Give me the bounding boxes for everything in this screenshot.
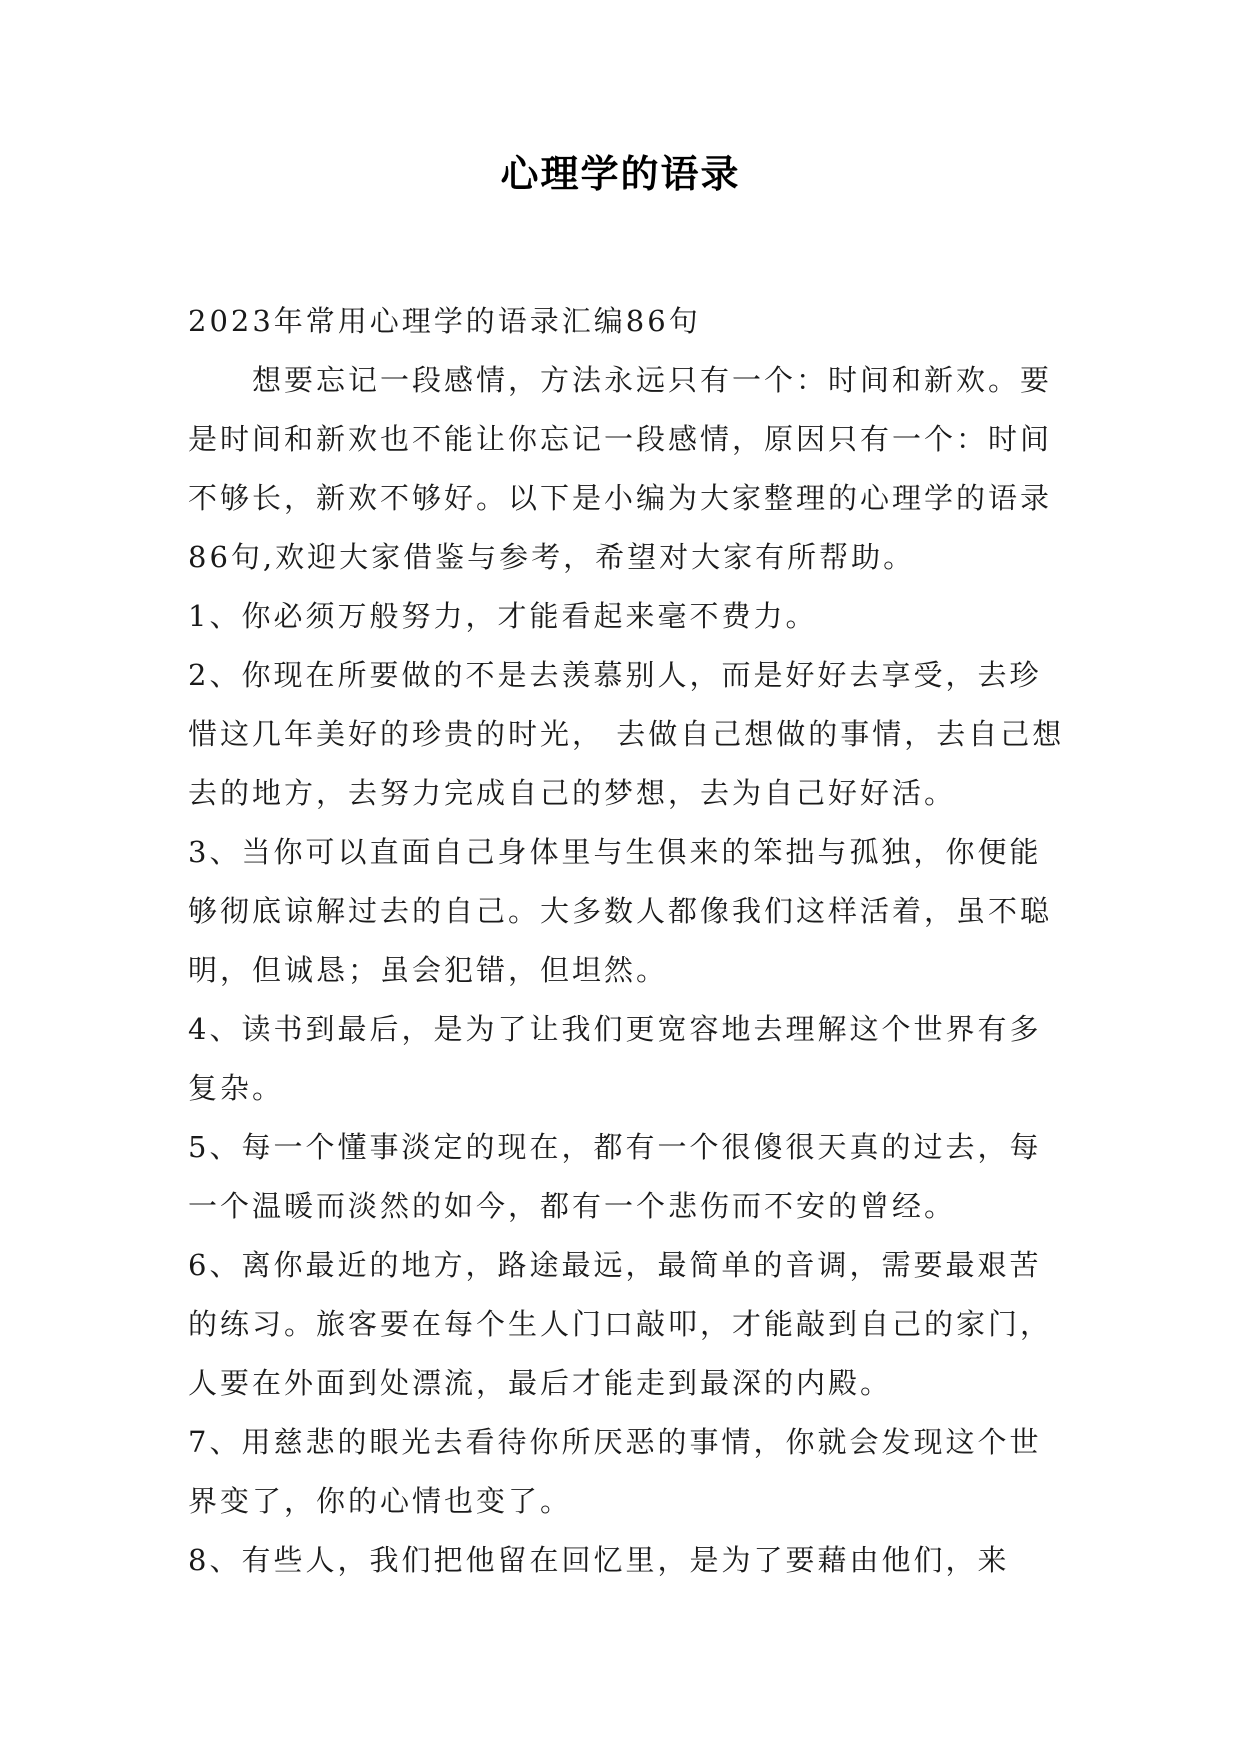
- document-body: [188, 292, 1068, 1590]
- quote-item: 1、你必须万般努力，才能看起来毫不费力。: [188, 599, 818, 633]
- quote-item: 4、读书到最后，是为了让我们更宽容地去理解这个世界有多复杂。: [188, 1012, 1042, 1105]
- quote-item: 2、你现在所要做的不是去羡慕别人，而是好好去享受，去珍惜这几年美好的珍贵的时光， 去做自己想做的事情，去自己想去的地方，去努力完成自己的梦想，去为自己好好活。: [188, 658, 1065, 810]
- quote-item: 7、用慈悲的眼光去看待你所厌恶的事情，你就会发现这个世界变了，你的心情也变了。: [188, 1425, 1042, 1518]
- document-subtitle: 2023年常用心理学的语录汇编86句: [188, 304, 701, 338]
- quote-item: 8、有些人，我们把他留在回忆里，是为了要藉由他们，来: [188, 1543, 1010, 1577]
- intro-paragraph: 想要忘记一段感情，方法永远只有一个：时间和新欢。要是时间和新欢也不能让你忘记一段感情，原因只有一个：时间不够长，新欢不够好。以下是小编为大家整理的心理学的语录86句,欢迎大家借鉴与参考，希望对大家有所帮助。: [188, 363, 1053, 574]
- quote-item: 6、离你最近的地方，路途最远，最简单的音调，需要最艰苦的练习。旅客要在每个生人门口敲叩，才能敲到自己的家门，人要在外面到处漂流，最后才能走到最深的内殿。: [188, 1248, 1053, 1400]
- quote-item: 5、每一个懂事淡定的现在，都有一个很傻很天真的过去，每一个温暖而淡然的如今，都有一个悲伤而不安的曾经。: [188, 1130, 1042, 1223]
- quote-item: 3、当你可以直面自己身体里与生俱来的笨拙与孤独，你便能够彻底谅解过去的自己。大多数人都像我们这样活着，虽不聪明，但诚恳；虽会犯错，但坦然。: [188, 835, 1053, 987]
- document-title: 心理学的语录: [500, 151, 741, 196]
